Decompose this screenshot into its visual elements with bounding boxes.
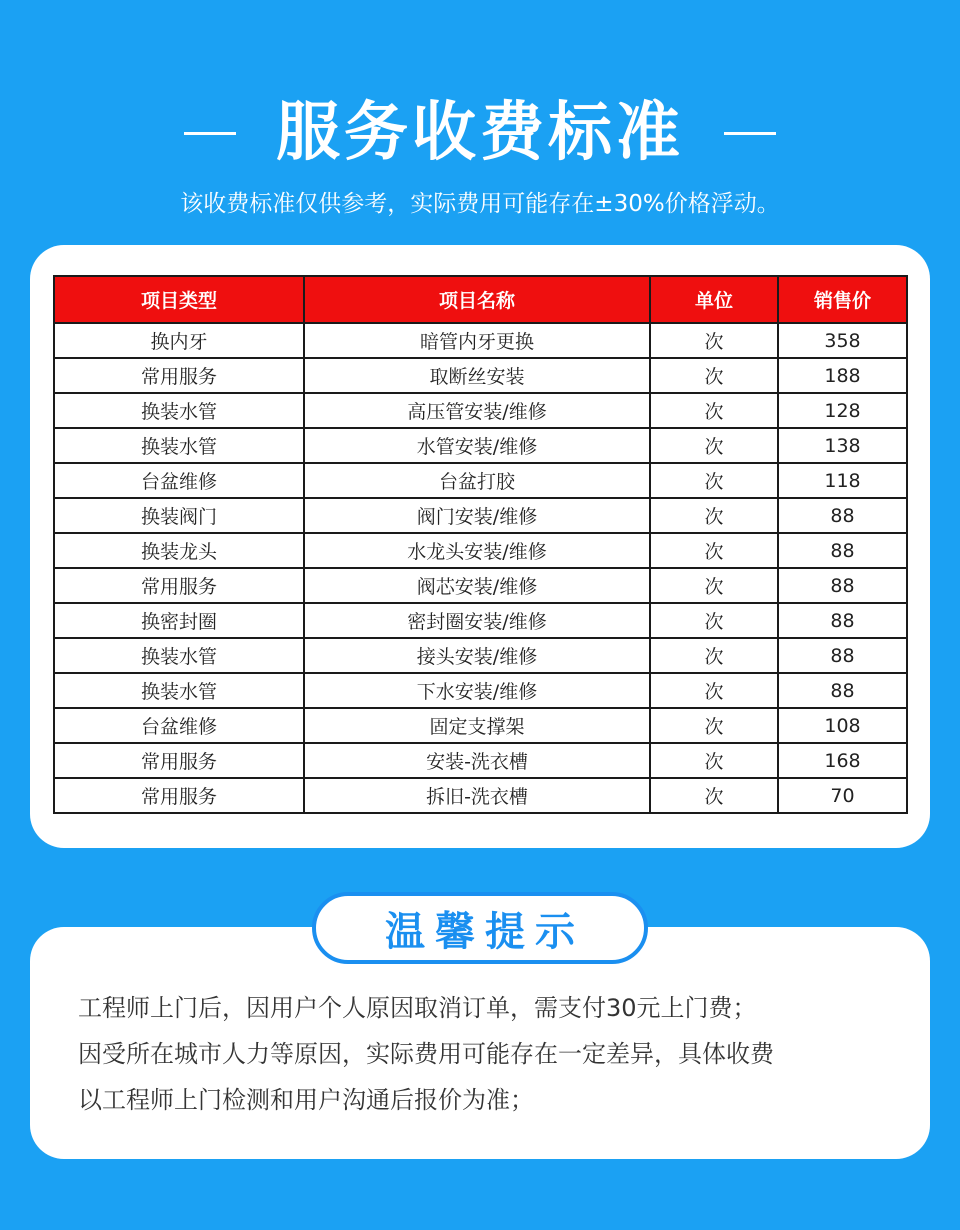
cell-price: 138 xyxy=(778,428,907,463)
header xyxy=(0,88,960,178)
cell-price: 70 xyxy=(778,778,907,813)
tips-body xyxy=(78,985,888,1123)
cell-unit: 次 xyxy=(650,673,778,708)
cell-type: 换内牙 xyxy=(54,323,304,358)
column-header-name: 项目名称 xyxy=(304,276,650,323)
table-row xyxy=(54,568,907,603)
cell-type: 常用服务 xyxy=(54,743,304,778)
cell-unit: 次 xyxy=(650,393,778,428)
cell-type: 换装水管 xyxy=(54,638,304,673)
cell-name: 安装-洗衣槽 xyxy=(304,743,650,778)
price-table xyxy=(53,275,908,814)
cell-unit: 次 xyxy=(650,358,778,393)
cell-type: 换密封圈 xyxy=(54,603,304,638)
cell-name: 阀门安装/维修 xyxy=(304,498,650,533)
cell-unit: 次 xyxy=(650,603,778,638)
cell-name: 水龙头安装/维修 xyxy=(304,533,650,568)
cell-type: 台盆维修 xyxy=(54,708,304,743)
cell-unit: 次 xyxy=(650,533,778,568)
cell-type: 换装水管 xyxy=(54,393,304,428)
column-header-unit: 单位 xyxy=(650,276,778,323)
cell-name: 固定支撑架 xyxy=(304,708,650,743)
table-row xyxy=(54,638,907,673)
cell-name: 暗管内牙更换 xyxy=(304,323,650,358)
cell-name: 高压管安装/维修 xyxy=(304,393,650,428)
cell-unit: 次 xyxy=(650,778,778,813)
cell-price: 88 xyxy=(778,673,907,708)
table-row xyxy=(54,463,907,498)
tips-badge xyxy=(312,892,648,964)
cell-price: 128 xyxy=(778,393,907,428)
table-row xyxy=(54,533,907,568)
table-row xyxy=(54,708,907,743)
cell-unit: 次 xyxy=(650,323,778,358)
cell-price: 188 xyxy=(778,358,907,393)
table-body xyxy=(54,323,907,813)
tips-title: 温馨提示 xyxy=(385,908,585,955)
cell-type: 常用服务 xyxy=(54,358,304,393)
cell-type: 换装龙头 xyxy=(54,533,304,568)
cell-price: 88 xyxy=(778,533,907,568)
table-row xyxy=(54,498,907,533)
cell-price: 358 xyxy=(778,323,907,358)
tip-line: 工程师上门后，因用户个人原因取消订单，需支付30元上门费； xyxy=(78,994,757,1022)
title-dash-right xyxy=(724,132,776,135)
cell-price: 88 xyxy=(778,568,907,603)
cell-type: 台盆维修 xyxy=(54,463,304,498)
table-row xyxy=(54,603,907,638)
cell-name: 取断丝安装 xyxy=(304,358,650,393)
cell-unit: 次 xyxy=(650,498,778,533)
price-table-card xyxy=(30,245,930,848)
cell-unit: 次 xyxy=(650,743,778,778)
table-row xyxy=(54,778,907,813)
cell-type: 换装阀门 xyxy=(54,498,304,533)
page-subtitle: 该收费标准仅供参考，实际费用可能存在±30%价格浮动。 xyxy=(180,191,780,217)
table-row xyxy=(54,323,907,358)
cell-type: 换装水管 xyxy=(54,428,304,463)
table-row xyxy=(54,673,907,708)
cell-name: 密封圈安装/维修 xyxy=(304,603,650,638)
table-row xyxy=(54,743,907,778)
cell-unit: 次 xyxy=(650,708,778,743)
cell-price: 88 xyxy=(778,603,907,638)
cell-price: 118 xyxy=(778,463,907,498)
cell-name: 水管安装/维修 xyxy=(304,428,650,463)
table-row xyxy=(54,428,907,463)
cell-type: 常用服务 xyxy=(54,778,304,813)
cell-name: 阀芯安装/维修 xyxy=(304,568,650,603)
tip-line: 以工程师上门检测和用户沟通后报价为准； xyxy=(78,1086,534,1114)
cell-type: 常用服务 xyxy=(54,568,304,603)
table-row xyxy=(54,393,907,428)
cell-type: 换装水管 xyxy=(54,673,304,708)
cell-price: 168 xyxy=(778,743,907,778)
page-title: 服务收费标准 xyxy=(276,96,684,170)
cell-name: 下水安装/维修 xyxy=(304,673,650,708)
cell-unit: 次 xyxy=(650,428,778,463)
cell-price: 88 xyxy=(778,498,907,533)
tip-line: 因受所在城市人力等原因，实际费用可能存在一定差异，具体收费 xyxy=(78,1040,774,1068)
cell-name: 拆旧-洗衣槽 xyxy=(304,778,650,813)
title-dash-left xyxy=(184,132,236,135)
cell-unit: 次 xyxy=(650,638,778,673)
cell-unit: 次 xyxy=(650,463,778,498)
cell-name: 台盆打胶 xyxy=(304,463,650,498)
column-header-price: 销售价 xyxy=(778,276,907,323)
cell-name: 接头安装/维修 xyxy=(304,638,650,673)
cell-price: 88 xyxy=(778,638,907,673)
cell-price: 108 xyxy=(778,708,907,743)
cell-unit: 次 xyxy=(650,568,778,603)
table-row xyxy=(54,358,907,393)
table-header-row xyxy=(54,276,907,323)
column-header-type: 项目类型 xyxy=(54,276,304,323)
